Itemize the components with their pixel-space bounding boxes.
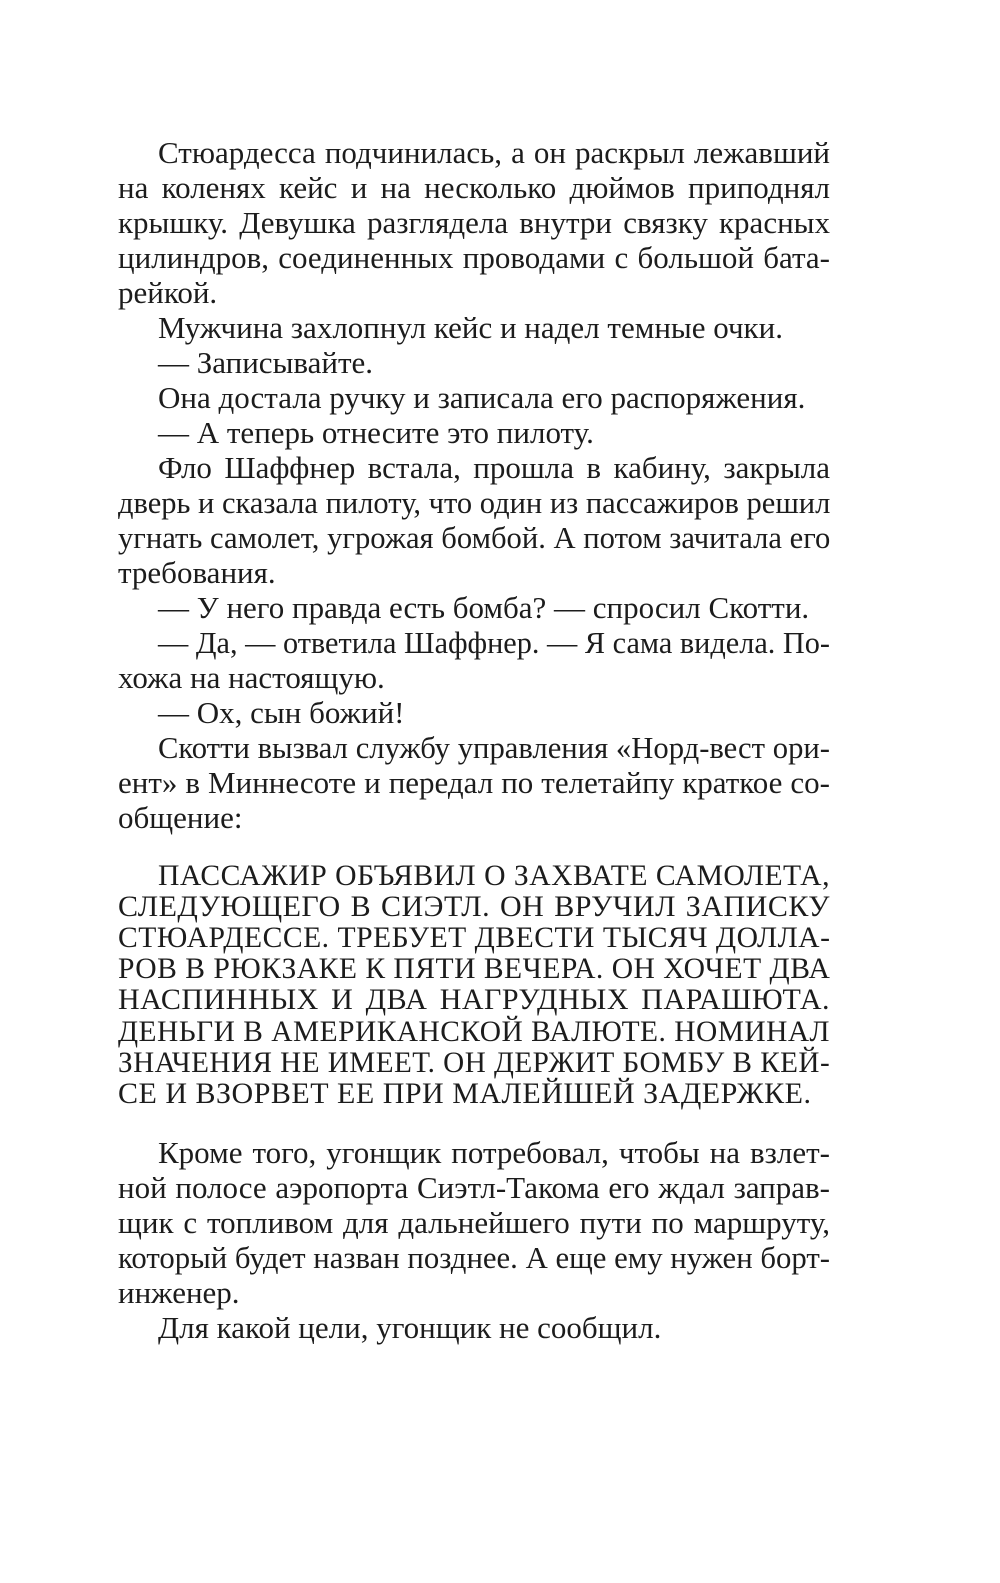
text-line: [118, 1203, 830, 1243]
text-line-content: общение:: [118, 800, 243, 835]
text-line: [158, 378, 830, 418]
text-line-content: Кроме того, угонщик потребовал, чтобы на взлет-: [158, 1135, 830, 1170]
quote-line-content: РОВ В РЮКЗАКЕ К ПЯТИ ВЕЧЕРА. ОН ХОЧЕТ ДВА: [118, 952, 831, 985]
text-line: [158, 588, 830, 628]
text-line: [118, 763, 830, 803]
text-line: [158, 693, 830, 733]
text-line-content: — У него правда есть бомба? — спросил Скотти.: [158, 590, 810, 625]
text-line-content: — Да, — ответила Шаффнер. — Я сама видела. По-: [158, 625, 830, 660]
text-line: [118, 168, 830, 208]
text-line-content: дверь и сказала пилоту, что один из пассажиров решил: [118, 485, 831, 520]
text-line-content: Мужчина захлопнул кейс и надел темные очки.: [158, 310, 783, 345]
text-line: [158, 413, 830, 453]
text-line: [118, 798, 830, 838]
text-line: [158, 343, 830, 383]
quote-line-content: СЕ И ВЗОРВЕТ ЕЕ ПРИ МАЛЕЙШЕЙ ЗАДЕРЖКЕ.: [118, 1077, 812, 1110]
text-line: [158, 308, 830, 348]
text-line: [158, 448, 830, 488]
quote-line-content: СТЮАРДЕССЕ. ТРЕБУЕТ ДВЕСТИ ТЫСЯЧ ДОЛЛА-: [118, 921, 831, 954]
quote-line-content: НАСПИННЫХ И ДВА НАГРУДНЫХ ПАРАШЮТА.: [118, 983, 830, 1016]
quote-line-content: ДЕНЬГИ В АМЕРИКАНСКОЙ ВАЛЮТЕ. НОМИНАЛ: [118, 1015, 830, 1048]
quote-line-content: СЛЕДУЮЩЕГО В СИЭТЛ. ОН ВРУЧИЛ ЗАПИСКУ: [118, 890, 830, 923]
text-line-content: ент» в Миннесоте и передал по телетайпу краткое со-: [118, 765, 830, 800]
text-line-content: цилиндров, соединенных проводами с большой бата-: [118, 240, 830, 275]
text-line-content: ной полосе аэропорта Сиэтл-Такома его ждал заправ-: [118, 1170, 830, 1205]
text-line-content: на коленях кейс и на несколько дюймов приподнял: [118, 170, 830, 205]
text-line-content: Фло Шаффнер встала, прошла в кабину, закрыла: [158, 450, 830, 485]
text-line: [118, 1238, 830, 1278]
text-line-content: — Записывайте.: [158, 345, 374, 380]
text-line-content: — А теперь отнесите это пилоту.: [158, 415, 594, 450]
text-line: [118, 238, 830, 278]
text-line: [118, 518, 830, 558]
text-line: [158, 623, 830, 663]
text-line-content: угнать самолет, угрожая бомбой. А потом зачитала его: [118, 520, 831, 555]
text-line-content: Скотти вызвал службу управления «Норд-вест ори-: [158, 730, 830, 765]
text-line: [158, 133, 830, 173]
text-line: [118, 203, 830, 243]
text-line: [158, 1308, 830, 1348]
text-line-content: Стюардесса подчинилась, а он раскрыл лежавший: [158, 135, 830, 170]
text-line-content: рейкой.: [118, 275, 218, 310]
text-line: [118, 1273, 830, 1313]
quote-line-content: ЗНАЧЕНИЯ НЕ ИМЕЕТ. ОН ДЕРЖИТ БОМБУ В КЕЙ-: [118, 1046, 831, 1079]
text-line: [158, 1133, 830, 1173]
text-line: [118, 553, 830, 593]
quote-line-content: ПАССАЖИР ОБЪЯВИЛ О ЗАХВАТЕ САМОЛЕТА,: [158, 859, 830, 892]
text-line: [118, 483, 830, 523]
text-line-content: крышку. Девушка разглядела внутри связку красных: [118, 205, 830, 240]
text-line: [118, 1168, 830, 1208]
text-line-content: — Ох, сын божий!: [158, 695, 405, 730]
text-line-content: хожа на настоящую.: [118, 660, 385, 695]
quote-line: [118, 1074, 830, 1114]
text-line-content: Она достала ручку и записала его распоряжения.: [158, 380, 806, 415]
text-line: [118, 273, 830, 313]
text-line: [158, 728, 830, 768]
text-line-content: Для какой цели, угонщик не сообщил.: [158, 1310, 662, 1345]
text-line-content: который будет назван позднее. А еще ему нужен борт-: [118, 1240, 830, 1275]
text-line-content: щик с топливом для дальнейшего пути по маршруту,: [118, 1205, 830, 1240]
text-line-content: требования.: [118, 555, 276, 590]
text-line-content: инженер.: [118, 1275, 240, 1310]
text-line: [118, 658, 830, 698]
